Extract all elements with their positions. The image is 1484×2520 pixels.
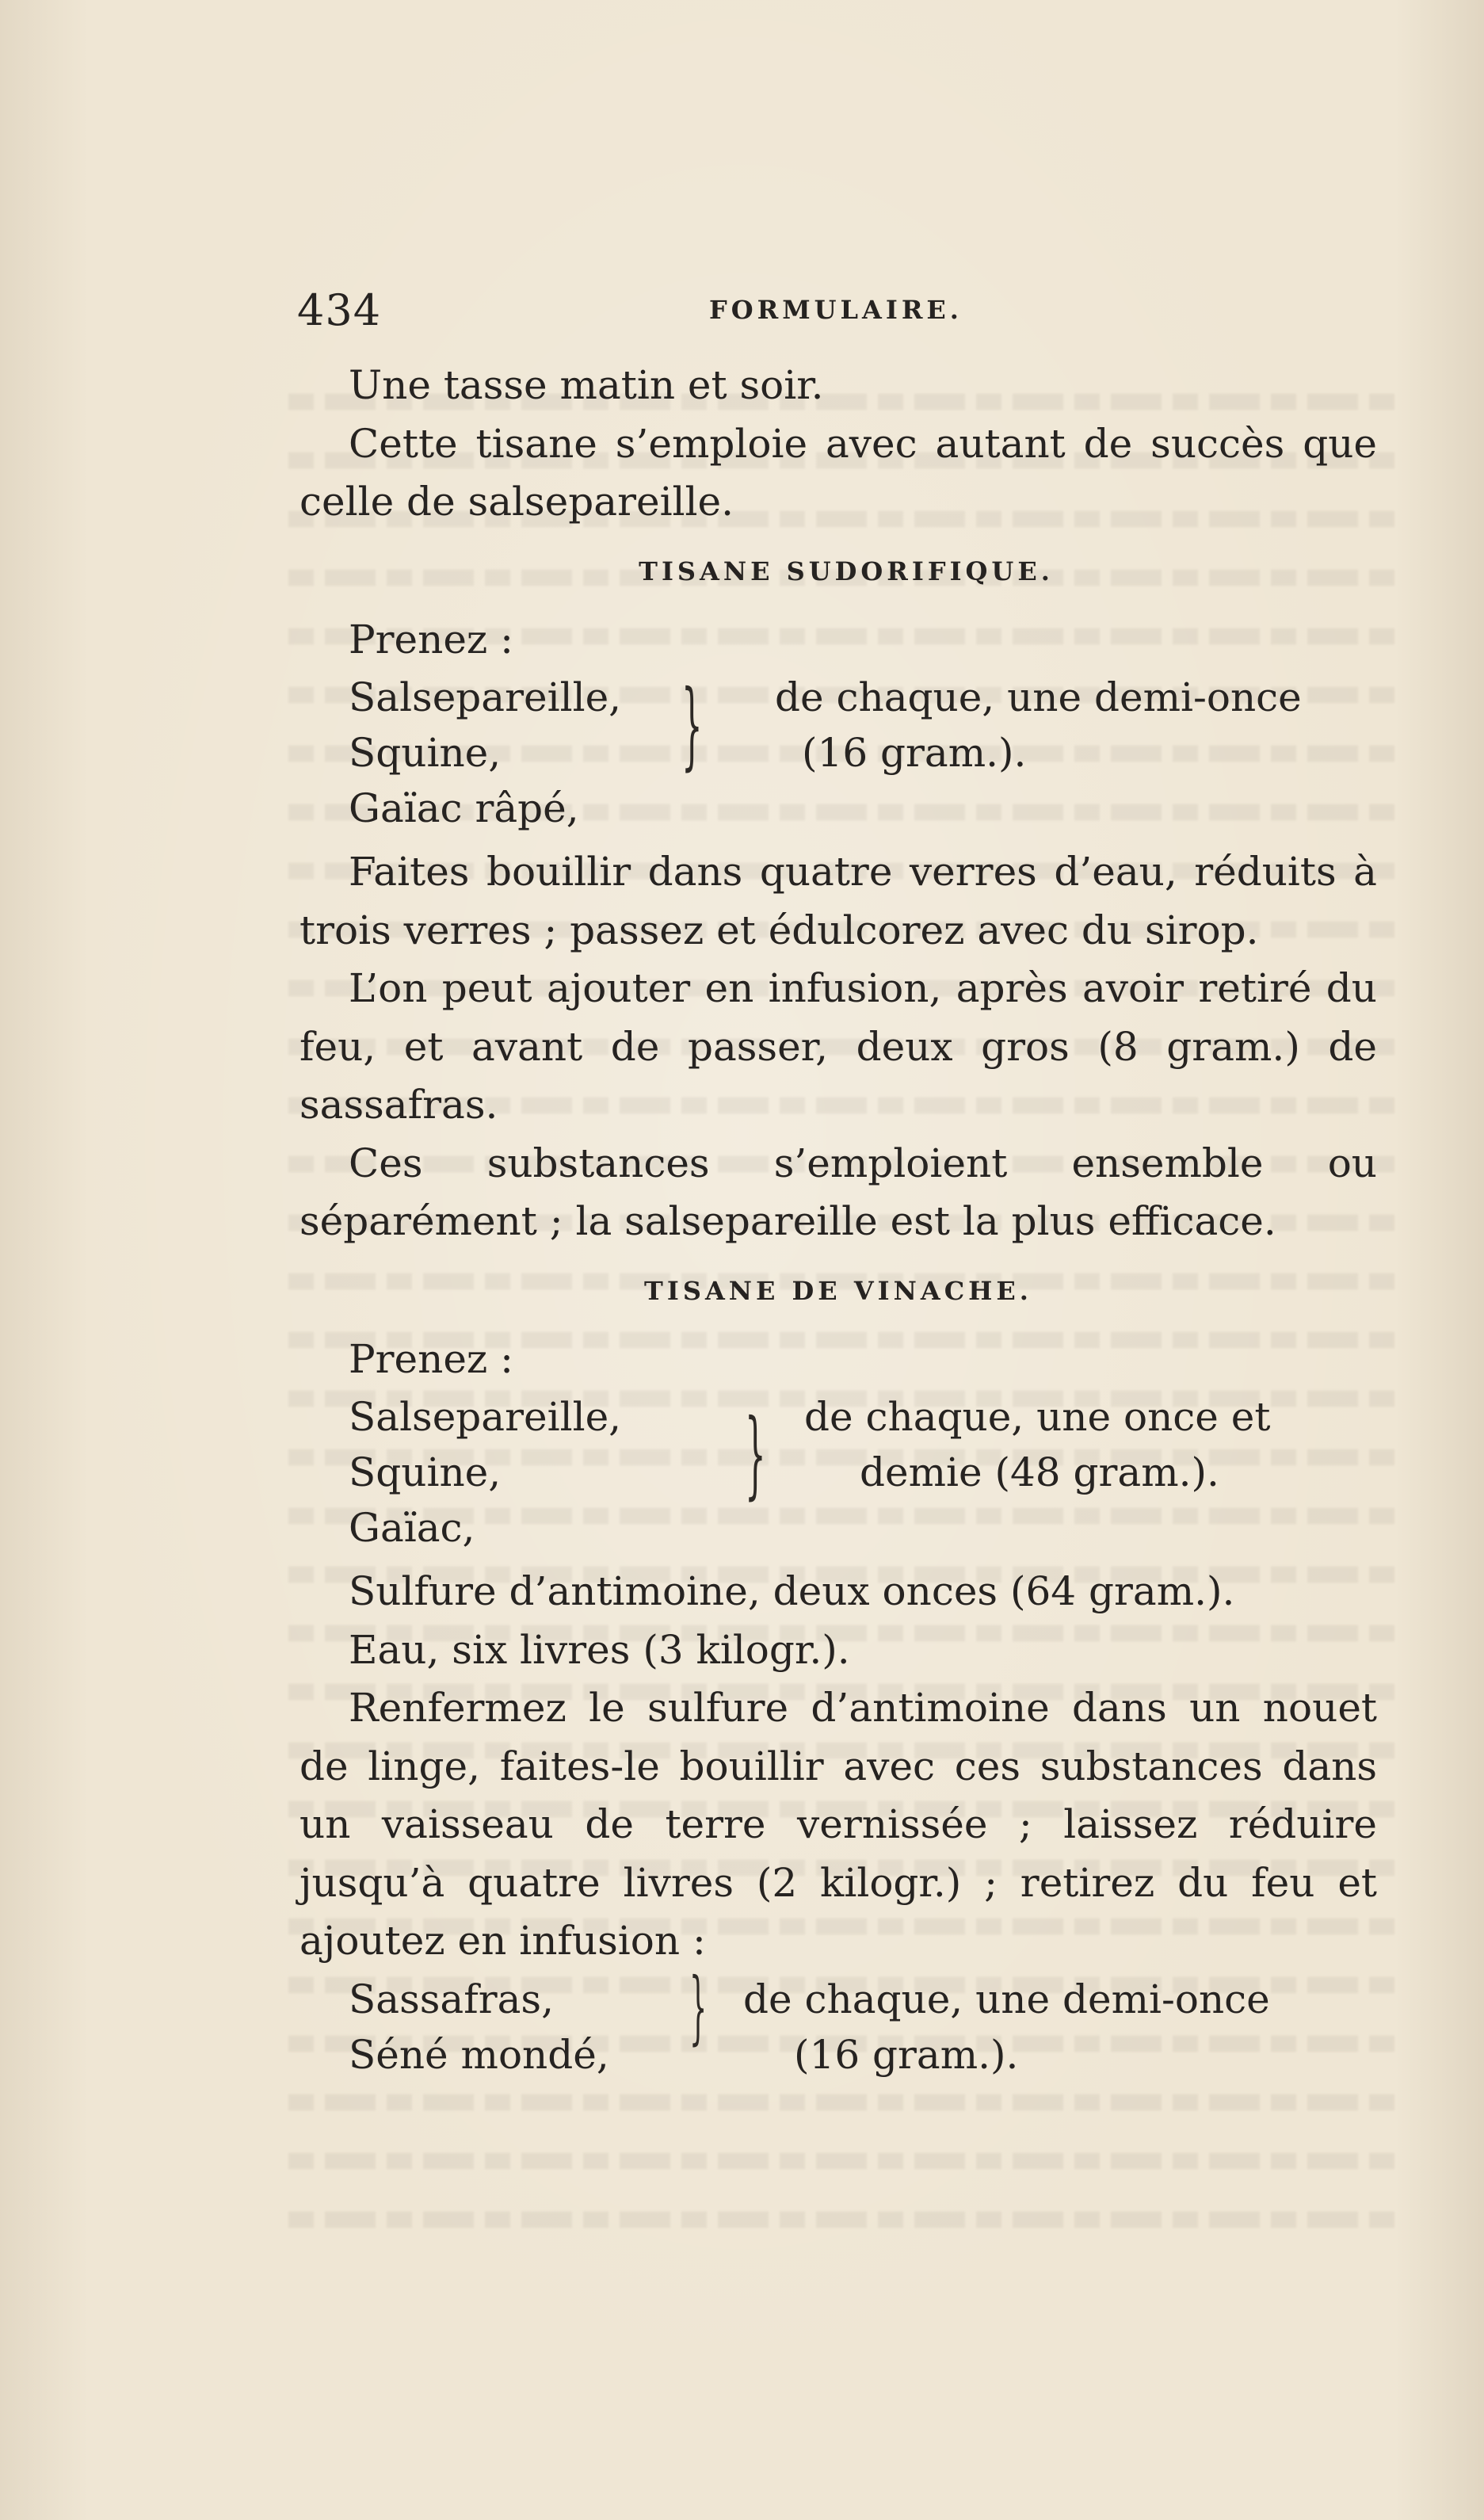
page-number: 434 [297,285,382,335]
intro-line: Une tasse matin et soir. [349,362,824,408]
ingredient-group-1 [349,669,1377,843]
ingredient-item: Sassafras, [349,1976,554,2022]
ingredient-item: Gaïac, [349,1505,475,1551]
quantity-line: de chaque, une once et [804,1394,1271,1440]
quantity-line: de chaque, une demi-once [775,674,1302,720]
paragraph: Faites bouillir dans quatre verres d’eau, réduits à trois verres ; passez et édulcorez avec du sirop. [299,849,1377,953]
paragraph: L’on peut ajouter en infusion, après avoir retiré du feu, et avant de passer, deux gros (8 gram.) de sassafras. [299,965,1377,1128]
brace-icon: } [689,1960,708,2053]
quantity-line: (16 gram.). [802,730,1027,776]
quantity-line: (16 gram.). [794,2031,1019,2078]
ingredient-item: Salsepareille, [349,674,622,720]
quantity-line: demie (48 gram.). [860,1449,1219,1495]
intro-paragraph: Cette tisane s’emploie avec autant de succès que celle de salsepareille. [299,420,1377,525]
section-heading-sudorifique: TISANE SUDORIFIQUE. [639,556,1054,586]
brace-icon: } [745,1399,766,1510]
ingredient-item: Squine, [349,730,502,776]
ingredient-item: Squine, [349,1449,502,1495]
running-header [297,285,1375,341]
ingredient-line: Sulfure d’antimoine, deux onces (64 gram.). [349,1568,1235,1614]
ingredient-item: Séné mondé, [349,2031,609,2078]
quantity-line: de chaque, une demi-once [743,1976,1270,2022]
prenez-label: Prenez : [349,1335,514,1382]
paragraph: Ces substances s’emploient ensemble ou séparément ; la salsepareille est la plus efficace. [299,1140,1377,1244]
page-text [299,357,1377,2088]
ingredient-group-2 [349,1388,1377,1563]
paragraph: Renfermez le sulfure d’antimoine dans un nouet de linge, faites-le bouillir avec ces substances dans un vaisseau de terre vernissée ; laissez réduire jusqu’à quatre livres (2 kilogr.) ; retirez du feu et ajoutez en infusion : [299,1685,1377,1964]
section-heading-vinache: TISANE DE VINACHE. [644,1275,1032,1306]
ingredient-group-3 [349,1960,1377,2088]
ingredient-item: Gaïac râpé, [349,785,579,831]
ingredient-line: Eau, six livres (3 kilogr.). [349,1626,850,1673]
brace-icon: } [681,670,703,781]
prenez-label: Prenez : [349,616,514,662]
ingredient-item: Salsepareille, [349,1394,622,1440]
running-title: FORMULAIRE. [709,295,963,325]
